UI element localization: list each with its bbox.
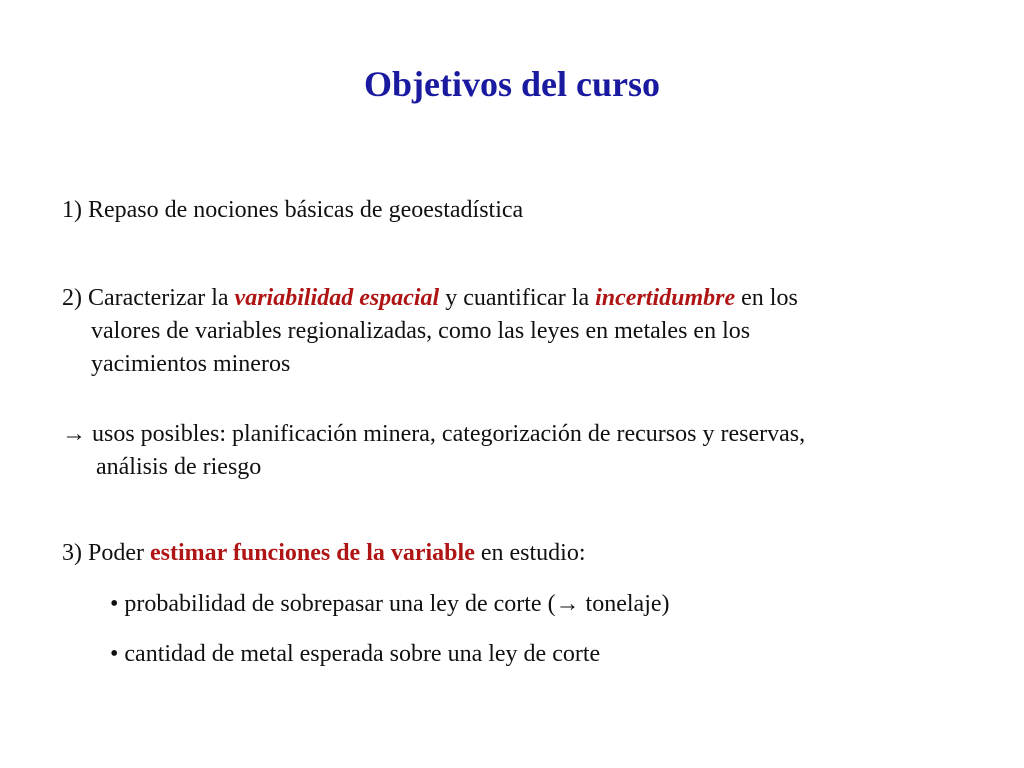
objective-2-line-2: valores de variables regionalizadas, como las leyes en metales en los: [91, 318, 751, 344]
objective-3-text-post: en estudio:: [474, 540, 586, 566]
objective-1: 1) Repaso de nociones básicas de geoestadística: [62, 197, 524, 223]
bullet-item: • probabilidad de sobrepasar una ley de corte (→ tonelaje): [110, 591, 670, 617]
highlight-variabilidad-espacial: variabilidad espacial: [234, 285, 440, 311]
possible-uses: [62, 418, 982, 484]
objective-2-text-pre: 2) Caracterizar la: [62, 285, 235, 311]
objective-2-text-mid: y cuantificar la: [439, 285, 596, 311]
bullet-item: • cantidad de metal esperada sobre una ley de corte: [110, 641, 601, 667]
highlight-estimar-funciones: estimar funciones de la variable: [149, 540, 475, 566]
objective-3: [62, 537, 586, 570]
objective-3-text-pre: 3) Poder: [62, 540, 150, 566]
possible-uses-line-1: → usos posibles: planificación minera, categorización de recursos y reservas,: [62, 421, 806, 447]
objective-2-line-3: yacimientos mineros: [91, 351, 291, 377]
objective-2-text-post: en los: [735, 285, 798, 311]
slide-title: Objetivos del curso: [364, 64, 660, 104]
possible-uses-line-2: análisis de riesgo: [96, 454, 262, 480]
objective-2: [62, 282, 962, 381]
highlight-incertidumbre: incertidumbre: [595, 285, 736, 311]
